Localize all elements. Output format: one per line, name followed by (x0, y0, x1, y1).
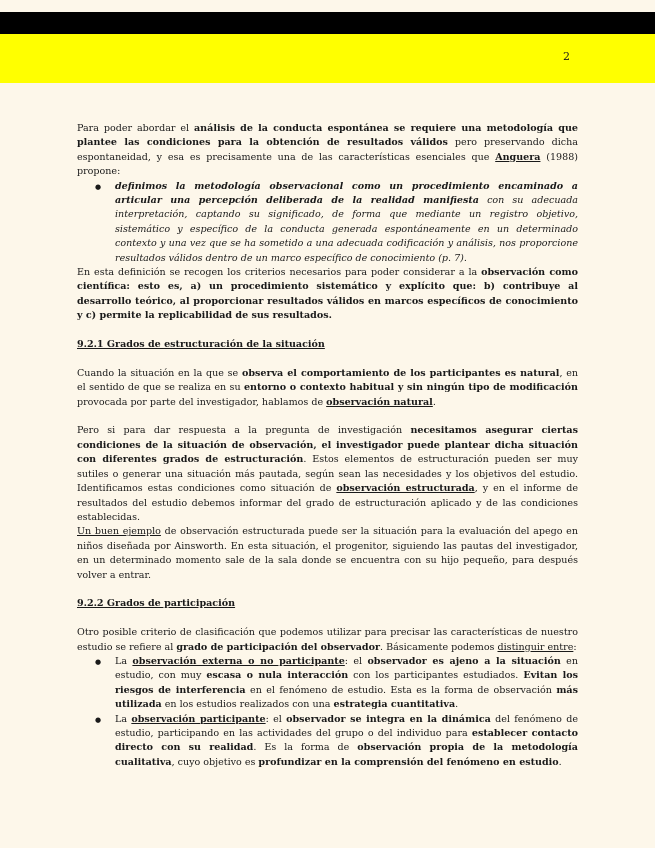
example-lead: Un buen ejemplo (77, 526, 161, 538)
page-number: 2 (563, 50, 570, 63)
header-black-bar (0, 12, 655, 34)
term-structured-observation: observación estructurada (336, 483, 475, 495)
definition-quote: ● definimos la metodología observacional como un procedimiento encaminado a articular una percepción deliberada de la realidad manifiesta con su adecuada interpretación, captando su significado, de forma que mediante un registro objetivo, sistemático y específico de la conducta generada espontáneamente en un determinado contexto y una vez que se ha sometido a una adecuada codificación y análisis, nos proporcione resultados válidos dentro de un marco específico de conocimiento (p. 7). (115, 180, 578, 266)
natural-observation-paragraph: Cuando la situación en la que se observa el comportamiento de los participantes es natural, en el sentido de que se realiza en su entorno o contexto habitual y sin ningún tipo de modificación provocada por parte del investigador, hablamos de observación natural. (77, 367, 579, 408)
definition-list (77, 180, 578, 266)
list-item-external-observation: ● La observación externa o no participante: el observador es ajeno a la situación en estudio, con muy escasa o nula interacción con los participantes estudiados. Evitan los riesgos de interferencia en el fenómeno de estudio. Esta es la forma de observación más utilizada en los estudios realizados con una estrategia cuantitativa. (115, 655, 578, 713)
section-heading-structuring: 9.2.1 Grados de estructuración de la situación (77, 339, 325, 351)
participation-paragraph: Otro posible criterio de clasificación que podemos utilizar para precisar las características de nuestro estudio se refiere al grado de participación del observador. Básicamente podemos distinguir entre: (77, 627, 578, 653)
author-reference: Anguera (495, 151, 541, 163)
document-body (77, 122, 578, 770)
intro-paragraph: Para poder abordar el análisis de la conducta espontánea se requiere una metodología que plantee las condiciones para la obtención de resultados válidos pero preservando dicha espontaneidad, y esa es precisamente una de las características esenciales que Anguera (1988) propone: (77, 123, 579, 178)
participation-types-list (77, 655, 578, 770)
term-natural-observation: observación natural (326, 396, 433, 408)
header-yellow-band (0, 34, 655, 83)
example-paragraph: Un buen ejemplo de observación estructurada puede ser la situación para la evaluación del apego en niños diseñada por Ainsworth. En esta situación, el progenitor, siguiendo las pautas del investigador, en un determinado momento sale de la sala donde se encuentra con su hijo pequeño, para después volver a entrar. (77, 526, 578, 581)
criteria-paragraph: En esta definición se recogen los criterios necesarios para poder considerar a la observación como científica: esto es, a) un procedimiento sistemático y explícito que: b) contribuye al desarrollo teórico, al proporcionar resultados válidos en marcos específicos de conocimiento y c) permite la replicabilidad de sus resultados. (77, 267, 578, 322)
structured-observation-paragraph: Pero si para dar respuesta a la pregunta de investigación necesitamos asegurar ciertas condiciones de la situación de observación, el investigador puede plantear dicha situación con diferentes grados de estructuración. Estos elementos de estructuración pueden ser muy sutiles o generar una situación más pautada, según sean las necesidades y los objetivos del estudio. Identificamos estas condiciones como situación de observación estructurada, y en el informe de resultados del estudio debemos informar del grado de estructuración aplicado y de las condiciones establecidas. (77, 425, 578, 523)
section-heading-participation: 9.2.2 Grados de participación (77, 598, 236, 610)
list-item-participant-observation: ● La observación participante: el observador se integra en la dinámica del fenómeno de estudio, participando en las actividades del grupo o del individuo para establecer contacto directo con su realidad. Es la forma de observación propia de la metodología cualitativa, cuyo objetivo es profundizar en la comprensión del fenómeno en estudio. (115, 713, 578, 771)
